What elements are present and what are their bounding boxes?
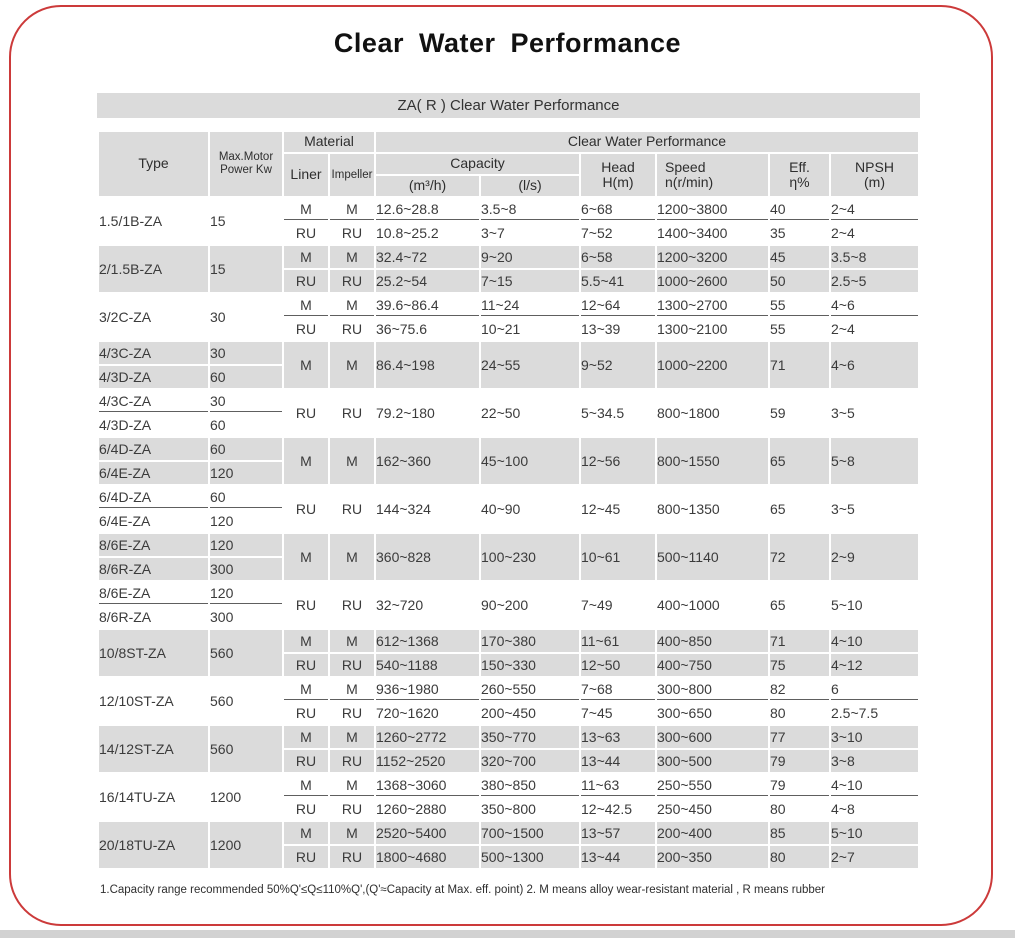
type-cell: 20/18TU-ZA [99,822,208,868]
header-npsh-line1: NPSH [855,158,894,175]
ls-cell: 3.5~8 [481,198,579,220]
header-max-motor-line1: Max.Motor [218,151,274,164]
npsh-cell: 2~4 [831,198,918,220]
power-cell: 120 [210,534,282,556]
power-cell: 30 [210,390,282,412]
ls-cell: 320~700 [481,750,579,772]
liner-cell: RU [284,846,328,868]
impeller-cell: RU [330,318,374,340]
speed-cell: 1300~2100 [657,318,768,340]
impeller-cell: RU [330,846,374,868]
impeller-cell: M [330,822,374,844]
type-cell: 8/6R-ZA [99,606,208,628]
header-capacity: Capacity [376,154,579,174]
ls-cell: 22~50 [481,390,579,436]
power-cell: 1200 [210,822,282,868]
speed-cell: 250~550 [657,774,768,796]
speed-cell: 250~450 [657,798,768,820]
bottom-page-edge-strip [0,930,1015,938]
type-cell: 16/14TU-ZA [99,774,208,820]
head-cell: 7~49 [581,582,655,628]
npsh-cell: 3~8 [831,750,918,772]
npsh-cell: 4~6 [831,294,918,316]
liner-cell: M [284,678,328,700]
m3h-cell: 2520~5400 [376,822,479,844]
power-cell: 300 [210,606,282,628]
liner-cell: M [284,822,328,844]
head-cell: 11~61 [581,630,655,652]
power-cell: 560 [210,630,282,676]
power-cell: 560 [210,726,282,772]
speed-cell: 400~1000 [657,582,768,628]
speed-cell: 300~650 [657,702,768,724]
npsh-cell: 4~12 [831,654,918,676]
type-cell: 12/10ST-ZA [99,678,208,724]
npsh-cell: 6 [831,678,918,700]
type-cell: 10/8ST-ZA [99,630,208,676]
speed-cell: 1200~3800 [657,198,768,220]
header-npsh-line2: (m) [864,174,885,190]
m3h-cell: 936~1980 [376,678,479,700]
ls-cell: 90~200 [481,582,579,628]
speed-cell: 500~1140 [657,534,768,580]
speed-cell: 400~750 [657,654,768,676]
head-cell: 10~61 [581,534,655,580]
impeller-cell: RU [330,750,374,772]
performance-table [97,130,920,870]
header-max-motor [210,132,282,196]
table-header [99,132,918,196]
liner-cell: M [284,534,328,580]
eff-cell: 65 [770,438,829,484]
performance-table-body [99,198,918,868]
eff-cell: 71 [770,630,829,652]
power-cell: 1200 [210,774,282,820]
header-eff [770,154,829,196]
type-cell: 6/4E-ZA [99,462,208,484]
ls-cell: 260~550 [481,678,579,700]
speed-cell: 800~1800 [657,390,768,436]
m3h-cell: 1368~3060 [376,774,479,796]
type-cell: 2/1.5B-ZA [99,246,208,292]
impeller-cell: M [330,438,374,484]
type-cell: 8/6R-ZA [99,558,208,580]
m3h-cell: 10.8~25.2 [376,222,479,244]
eff-cell: 40 [770,198,829,220]
type-cell: 4/3D-ZA [99,414,208,436]
header-clear-water-performance: Clear Water Performance [376,132,918,152]
head-cell: 13~57 [581,822,655,844]
header-impeller: Impeller [330,154,374,196]
m3h-cell: 720~1620 [376,702,479,724]
m3h-cell: 32.4~72 [376,246,479,268]
type-cell: 8/6E-ZA [99,534,208,556]
m3h-cell: 25.2~54 [376,270,479,292]
ls-cell: 170~380 [481,630,579,652]
eff-cell: 45 [770,246,829,268]
eff-cell: 79 [770,774,829,796]
head-cell: 13~39 [581,318,655,340]
eff-cell: 59 [770,390,829,436]
table-row [99,390,918,412]
power-cell: 120 [210,462,282,484]
header-liner: Liner [284,154,328,196]
speed-cell: 200~350 [657,846,768,868]
npsh-cell: 2~7 [831,846,918,868]
impeller-cell: RU [330,486,374,532]
eff-cell: 65 [770,582,829,628]
table-caption: ZA( R ) Clear Water Performance [97,93,920,118]
speed-cell: 1000~2200 [657,342,768,388]
head-cell: 6~58 [581,246,655,268]
npsh-cell: 4~8 [831,798,918,820]
table-row [99,486,918,508]
impeller-cell: M [330,294,374,316]
ls-cell: 380~850 [481,774,579,796]
type-cell: 4/3C-ZA [99,342,208,364]
header-head-line2: H(m) [602,174,634,190]
power-cell: 300 [210,558,282,580]
impeller-cell: RU [330,390,374,436]
m3h-cell: 12.6~28.8 [376,198,479,220]
speed-cell: 800~1350 [657,486,768,532]
liner-cell: RU [284,222,328,244]
head-cell: 9~52 [581,342,655,388]
table-row [99,534,918,556]
liner-cell: RU [284,486,328,532]
ls-cell: 7~15 [481,270,579,292]
table-row [99,678,918,700]
power-cell: 120 [210,510,282,532]
power-cell: 120 [210,582,282,604]
ls-cell: 150~330 [481,654,579,676]
ls-cell: 500~1300 [481,846,579,868]
liner-cell: M [284,342,328,388]
liner-cell: RU [284,390,328,436]
head-cell: 13~63 [581,726,655,748]
table-row [99,198,918,220]
header-npsh [831,154,918,196]
ls-cell: 100~230 [481,534,579,580]
npsh-cell: 2.5~5 [831,270,918,292]
ls-cell: 45~100 [481,438,579,484]
ls-cell: 9~20 [481,246,579,268]
ls-cell: 40~90 [481,486,579,532]
table-row [99,438,918,460]
table-row [99,822,918,844]
m3h-cell: 1260~2772 [376,726,479,748]
head-cell: 12~45 [581,486,655,532]
impeller-cell: RU [330,702,374,724]
speed-cell: 200~400 [657,822,768,844]
header-capacity-m3h: (m³/h) [376,176,479,196]
npsh-cell: 3~5 [831,486,918,532]
m3h-cell: 540~1188 [376,654,479,676]
table-row [99,774,918,796]
impeller-cell: M [330,198,374,220]
power-cell: 60 [210,486,282,508]
header-speed-line2: n(r/min) [665,174,714,190]
m3h-cell: 36~75.6 [376,318,479,340]
m3h-cell: 79.2~180 [376,390,479,436]
liner-cell: RU [284,654,328,676]
npsh-cell: 4~6 [831,342,918,388]
eff-cell: 77 [770,726,829,748]
eff-cell: 80 [770,702,829,724]
eff-cell: 82 [770,678,829,700]
liner-cell: M [284,438,328,484]
power-cell: 15 [210,246,282,292]
type-cell: 3/2C-ZA [99,294,208,340]
header-eff-line1: Eff. [789,158,810,175]
m3h-cell: 1800~4680 [376,846,479,868]
m3h-cell: 612~1368 [376,630,479,652]
speed-cell: 300~500 [657,750,768,772]
npsh-cell: 2~9 [831,534,918,580]
type-cell: 4/3C-ZA [99,390,208,412]
eff-cell: 79 [770,750,829,772]
type-cell: 14/12ST-ZA [99,726,208,772]
impeller-cell: M [330,630,374,652]
eff-cell: 75 [770,654,829,676]
liner-cell: M [284,198,328,220]
header-speed-line1: Speed [665,158,706,175]
eff-cell: 80 [770,798,829,820]
speed-cell: 1400~3400 [657,222,768,244]
table-row [99,246,918,268]
head-cell: 13~44 [581,846,655,868]
impeller-cell: M [330,342,374,388]
impeller-cell: M [330,678,374,700]
head-cell: 13~44 [581,750,655,772]
impeller-cell: M [330,246,374,268]
liner-cell: M [284,630,328,652]
npsh-cell: 3.5~8 [831,246,918,268]
m3h-cell: 86.4~198 [376,342,479,388]
speed-cell: 1200~3200 [657,246,768,268]
liner-cell: RU [284,582,328,628]
speed-cell: 1300~2700 [657,294,768,316]
npsh-cell: 2~4 [831,222,918,244]
ls-cell: 700~1500 [481,822,579,844]
table-row [99,342,918,364]
npsh-cell: 5~8 [831,438,918,484]
table-row [99,726,918,748]
impeller-cell: RU [330,654,374,676]
ls-cell: 350~800 [481,798,579,820]
header-eff-line2: η% [789,174,810,190]
ls-cell: 200~450 [481,702,579,724]
footnote: 1.Capacity range recommended 50%Q'≤Q≤110%Q',(Q'≈Capacity at Max. eff. point) 2. M means alloy wear-resistant material , R means rubber [100,884,825,896]
m3h-cell: 1152~2520 [376,750,479,772]
header-type: Type [99,132,208,196]
power-cell: 15 [210,198,282,244]
npsh-cell: 3~5 [831,390,918,436]
liner-cell: M [284,774,328,796]
liner-cell: M [284,246,328,268]
power-cell: 560 [210,678,282,724]
ls-cell: 10~21 [481,318,579,340]
table-row [99,582,918,604]
eff-cell: 55 [770,294,829,316]
m3h-cell: 162~360 [376,438,479,484]
type-cell: 1.5/1B-ZA [99,198,208,244]
npsh-cell: 4~10 [831,630,918,652]
header-material: Material [284,132,374,152]
eff-cell: 80 [770,846,829,868]
power-cell: 30 [210,294,282,340]
head-cell: 7~52 [581,222,655,244]
npsh-cell: 4~10 [831,774,918,796]
eff-cell: 65 [770,486,829,532]
impeller-cell: M [330,534,374,580]
eff-cell: 35 [770,222,829,244]
liner-cell: RU [284,798,328,820]
m3h-cell: 1260~2880 [376,798,479,820]
liner-cell: M [284,726,328,748]
eff-cell: 71 [770,342,829,388]
speed-cell: 800~1550 [657,438,768,484]
head-cell: 6~68 [581,198,655,220]
eff-cell: 85 [770,822,829,844]
header-max-motor-line2: Power Kw [220,164,272,176]
impeller-cell: RU [330,270,374,292]
eff-cell: 50 [770,270,829,292]
head-cell: 12~42.5 [581,798,655,820]
npsh-cell: 5~10 [831,582,918,628]
head-cell: 12~64 [581,294,655,316]
speed-cell: 400~850 [657,630,768,652]
m3h-cell: 144~324 [376,486,479,532]
type-cell: 6/4E-ZA [99,510,208,532]
npsh-cell: 5~10 [831,822,918,844]
ls-cell: 3~7 [481,222,579,244]
npsh-cell: 3~10 [831,726,918,748]
ls-cell: 24~55 [481,342,579,388]
m3h-cell: 360~828 [376,534,479,580]
table-row [99,294,918,316]
speed-cell: 1000~2600 [657,270,768,292]
liner-cell: RU [284,702,328,724]
liner-cell: RU [284,270,328,292]
ls-cell: 11~24 [481,294,579,316]
power-cell: 60 [210,414,282,436]
speed-cell: 300~600 [657,726,768,748]
type-cell: 6/4D-ZA [99,486,208,508]
impeller-cell: M [330,726,374,748]
eff-cell: 72 [770,534,829,580]
head-cell: 5.5~41 [581,270,655,292]
header-speed [657,154,768,196]
head-cell: 7~68 [581,678,655,700]
ls-cell: 350~770 [481,726,579,748]
liner-cell: RU [284,318,328,340]
type-cell: 4/3D-ZA [99,366,208,388]
liner-cell: RU [284,750,328,772]
power-cell: 60 [210,438,282,460]
m3h-cell: 39.6~86.4 [376,294,479,316]
header-capacity-ls: (l/s) [481,176,579,196]
liner-cell: M [284,294,328,316]
npsh-cell: 2~4 [831,318,918,340]
header-row-1 [99,132,918,152]
impeller-cell: M [330,774,374,796]
type-cell: 8/6E-ZA [99,582,208,604]
impeller-cell: RU [330,798,374,820]
header-head [581,154,655,196]
head-cell: 5~34.5 [581,390,655,436]
head-cell: 11~63 [581,774,655,796]
impeller-cell: RU [330,582,374,628]
npsh-cell: 2.5~7.5 [831,702,918,724]
header-head-line1: Head [601,158,635,175]
power-cell: 30 [210,342,282,364]
table-row [99,630,918,652]
head-cell: 12~56 [581,438,655,484]
m3h-cell: 32~720 [376,582,479,628]
page-title: Clear Water Performance [333,28,682,58]
speed-cell: 300~800 [657,678,768,700]
impeller-cell: RU [330,222,374,244]
type-cell: 6/4D-ZA [99,438,208,460]
head-cell: 7~45 [581,702,655,724]
head-cell: 12~50 [581,654,655,676]
power-cell: 60 [210,366,282,388]
eff-cell: 55 [770,318,829,340]
